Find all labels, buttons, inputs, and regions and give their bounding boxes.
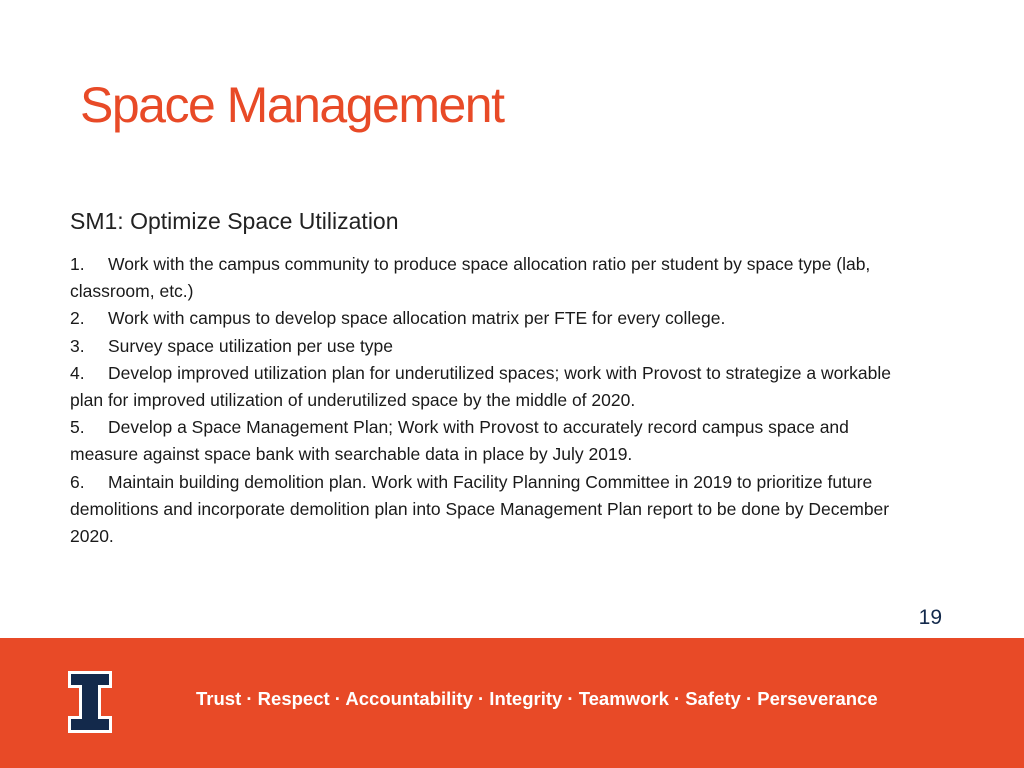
footer-bar: [0, 638, 1024, 768]
list-item: [70, 251, 920, 305]
item-number: 5.: [70, 417, 85, 438]
list-item: [70, 360, 920, 414]
item-text: Develop a Space Management Plan; Work with Provost to accurately record campus space and measure against space bank with searchable data in place by July 2019.: [70, 417, 849, 465]
item-number: 6.: [70, 471, 85, 492]
item-text: Develop improved utilization plan for underutilized spaces; work with Provost to strategize a workable plan for improved utilization of underutilized space by the middle of 2020.: [70, 362, 892, 411]
list-item: [70, 414, 920, 468]
objective-list: [70, 251, 920, 550]
block-i-logo-icon: [68, 671, 112, 733]
list-item: [70, 469, 920, 551]
item-text: Work with the campus community to produce space allocation ratio per student by space type (lab, classroom, etc.): [70, 254, 871, 302]
item-number: 3.: [70, 335, 85, 356]
item-text: Survey space utilization per use type: [108, 335, 394, 356]
item-number: 1.: [70, 254, 85, 274]
item-text: Work with campus to develop space allocation matrix per FTE for every college.: [108, 308, 726, 329]
list-item: [70, 305, 920, 332]
item-number: 2.: [70, 308, 85, 329]
core-values-text: Trust · Respect · Accountability · Integrity · Teamwork · Safety · Perseverance: [196, 688, 878, 709]
slide-title: Space Management: [80, 77, 504, 133]
item-number: 4.: [70, 362, 85, 383]
slide-subtitle: SM1: Optimize Space Utilization: [70, 208, 399, 234]
item-text: Maintain building demolition plan. Work with Facility Planning Committee in 2019 to prioritize future demolitions and incorporate demolition plan into Space Management Plan report to be done by December 2020.: [70, 471, 890, 547]
page-number: 19: [918, 606, 942, 629]
list-item: [70, 333, 920, 360]
